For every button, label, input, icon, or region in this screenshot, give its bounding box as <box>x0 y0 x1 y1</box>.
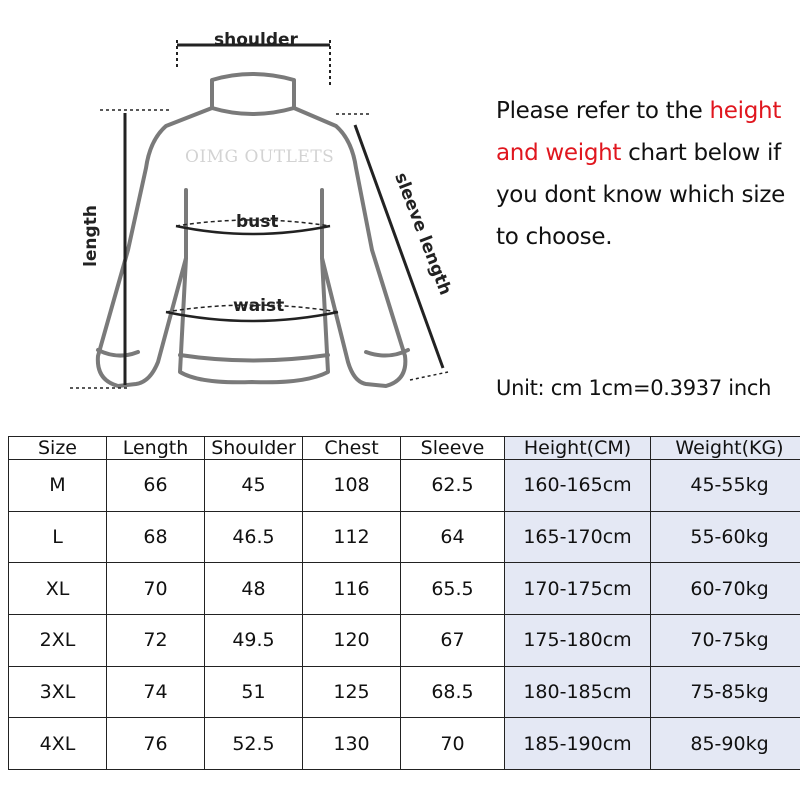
table-cell: 130 <box>303 718 401 770</box>
table-cell: 65.5 <box>401 563 505 615</box>
intro-highlight-height: height <box>709 98 782 124</box>
table-cell: 160-165cm <box>505 460 651 512</box>
column-header: Size <box>9 437 107 460</box>
table-cell: 66 <box>107 460 205 512</box>
table-cell: 70 <box>401 718 505 770</box>
column-header: Length <box>107 437 205 460</box>
shoulder-label: shoulder <box>214 30 298 50</box>
length-label: length <box>80 205 101 267</box>
table-cell: 45 <box>205 460 303 512</box>
sleeve-length-label: sleeve length <box>390 170 456 298</box>
column-header: Shoulder <box>205 437 303 460</box>
table-row <box>9 563 800 615</box>
table-cell: 74 <box>107 666 205 718</box>
table-cell: M <box>9 460 107 512</box>
table-cell: 2XL <box>9 614 107 666</box>
table-cell: 180-185cm <box>505 666 651 718</box>
table-cell: 51 <box>205 666 303 718</box>
column-header: Sleeve <box>401 437 505 460</box>
table-cell: 70 <box>107 563 205 615</box>
table-cell: 45-55kg <box>651 460 800 512</box>
table-cell: 76 <box>107 718 205 770</box>
table-cell: 72 <box>107 614 205 666</box>
table-cell: 68.5 <box>401 666 505 718</box>
table-cell: 112 <box>303 511 401 563</box>
table-cell: 165-170cm <box>505 511 651 563</box>
table-cell: L <box>9 511 107 563</box>
table-row <box>9 666 800 718</box>
intro-text-end: chart below if you dont know which size to choose. <box>496 140 785 250</box>
table-cell: 52.5 <box>205 718 303 770</box>
table-cell: 4XL <box>9 718 107 770</box>
table-cell: 68 <box>107 511 205 563</box>
table-cell: 120 <box>303 614 401 666</box>
table-row <box>9 718 800 770</box>
table-cell: 70-75kg <box>651 614 800 666</box>
unit-note: Unit: cm 1cm=0.3937 inch <box>496 376 772 400</box>
watermark: OIMG OUTLETS <box>185 147 335 167</box>
column-header: Height(CM) <box>505 437 651 460</box>
table-cell: 75-85kg <box>651 666 800 718</box>
table-cell: 125 <box>303 666 401 718</box>
table-cell: 108 <box>303 460 401 512</box>
bust-label: bust <box>236 212 279 232</box>
table-row <box>9 511 800 563</box>
garment-measurement-diagram <box>0 0 480 400</box>
table-cell: 60-70kg <box>651 563 800 615</box>
table-row <box>9 460 800 512</box>
size-guidance-text <box>496 90 796 258</box>
size-chart-table <box>8 436 800 770</box>
intro-text-start: Please refer to the <box>496 98 710 124</box>
table-cell: 116 <box>303 563 401 615</box>
waist-label: waist <box>233 296 285 316</box>
table-cell: 46.5 <box>205 511 303 563</box>
table-cell: 3XL <box>9 666 107 718</box>
table-cell: 48 <box>205 563 303 615</box>
table-cell: 185-190cm <box>505 718 651 770</box>
table-cell: 170-175cm <box>505 563 651 615</box>
table-cell: 64 <box>401 511 505 563</box>
table-cell: 175-180cm <box>505 614 651 666</box>
column-header: Weight(KG) <box>651 437 800 460</box>
column-header: Chest <box>303 437 401 460</box>
intro-highlight-weight: and weight <box>496 140 622 166</box>
table-cell: 49.5 <box>205 614 303 666</box>
table-cell: 55-60kg <box>651 511 800 563</box>
table-body <box>9 460 800 770</box>
table-cell: 62.5 <box>401 460 505 512</box>
table-header-row <box>9 437 800 460</box>
table-cell: 85-90kg <box>651 718 800 770</box>
table-cell: 67 <box>401 614 505 666</box>
table-row <box>9 614 800 666</box>
table-cell: XL <box>9 563 107 615</box>
